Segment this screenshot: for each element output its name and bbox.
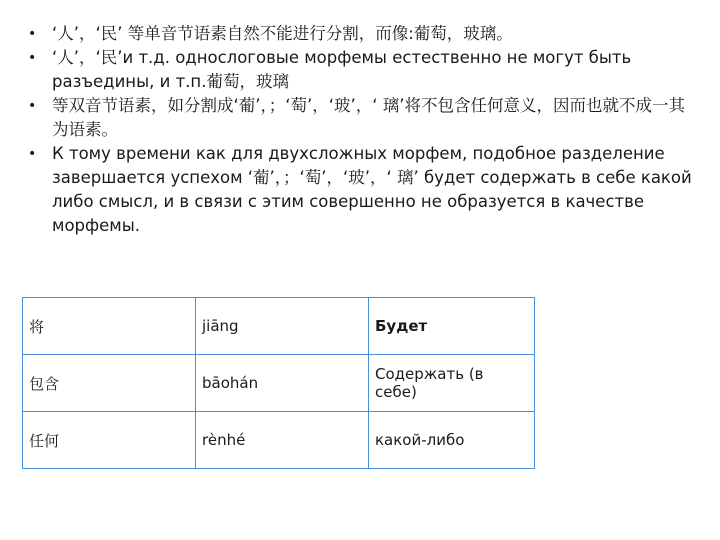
bullet-dot: • (28, 146, 37, 162)
meaning-cell: Содержать (в себе) (369, 355, 535, 412)
bullet-text: К тому времени как для двухсложных морфем, подобное разделение завершается успехом ‘葡’，；‘萄’，‘玻’，‘ 璃’ будет содержать в себе какой либо смысл, и в связи с этим совершенно не образуется в качестве морфемы. (52, 144, 692, 235)
bullet-item (28, 22, 696, 46)
table-row (23, 355, 535, 412)
word-cell: 将 (23, 298, 196, 355)
table-row (23, 298, 535, 355)
bullet-text: ‘人’，‘民’и т.д. однослоговые морфемы естественно не могут быть разъедины, и т.п.葡萄，玻璃 (52, 48, 632, 91)
bullet-item (28, 46, 696, 94)
word-cell: 包含 (23, 355, 196, 412)
table-row (23, 412, 535, 469)
bullet-text: ‘人’，‘民’ 等单音节语素自然不能进行分割，而像:葡萄，玻璃。 (52, 24, 513, 43)
bullet-dot: • (28, 50, 37, 66)
bullet-item (28, 94, 696, 142)
vocabulary-table (22, 297, 535, 469)
word-cell: 任何 (23, 412, 196, 469)
pinyin-cell: bāohán (196, 355, 369, 412)
bullet-dot: • (28, 98, 37, 114)
pinyin-cell: jiāng (196, 298, 369, 355)
pinyin-cell: rènhé (196, 412, 369, 469)
bullet-text: 等双音节语素，如分割成‘葡’，；‘萄’，‘玻’，‘ 璃’将不包含任何意义，因而也就不成一其为语素。 (52, 96, 685, 139)
bullet-item (28, 142, 696, 238)
bullet-dot: • (28, 26, 37, 42)
meaning-cell: Будет (369, 298, 535, 355)
bullet-list (28, 22, 696, 238)
meaning-cell: какой-либо (369, 412, 535, 469)
